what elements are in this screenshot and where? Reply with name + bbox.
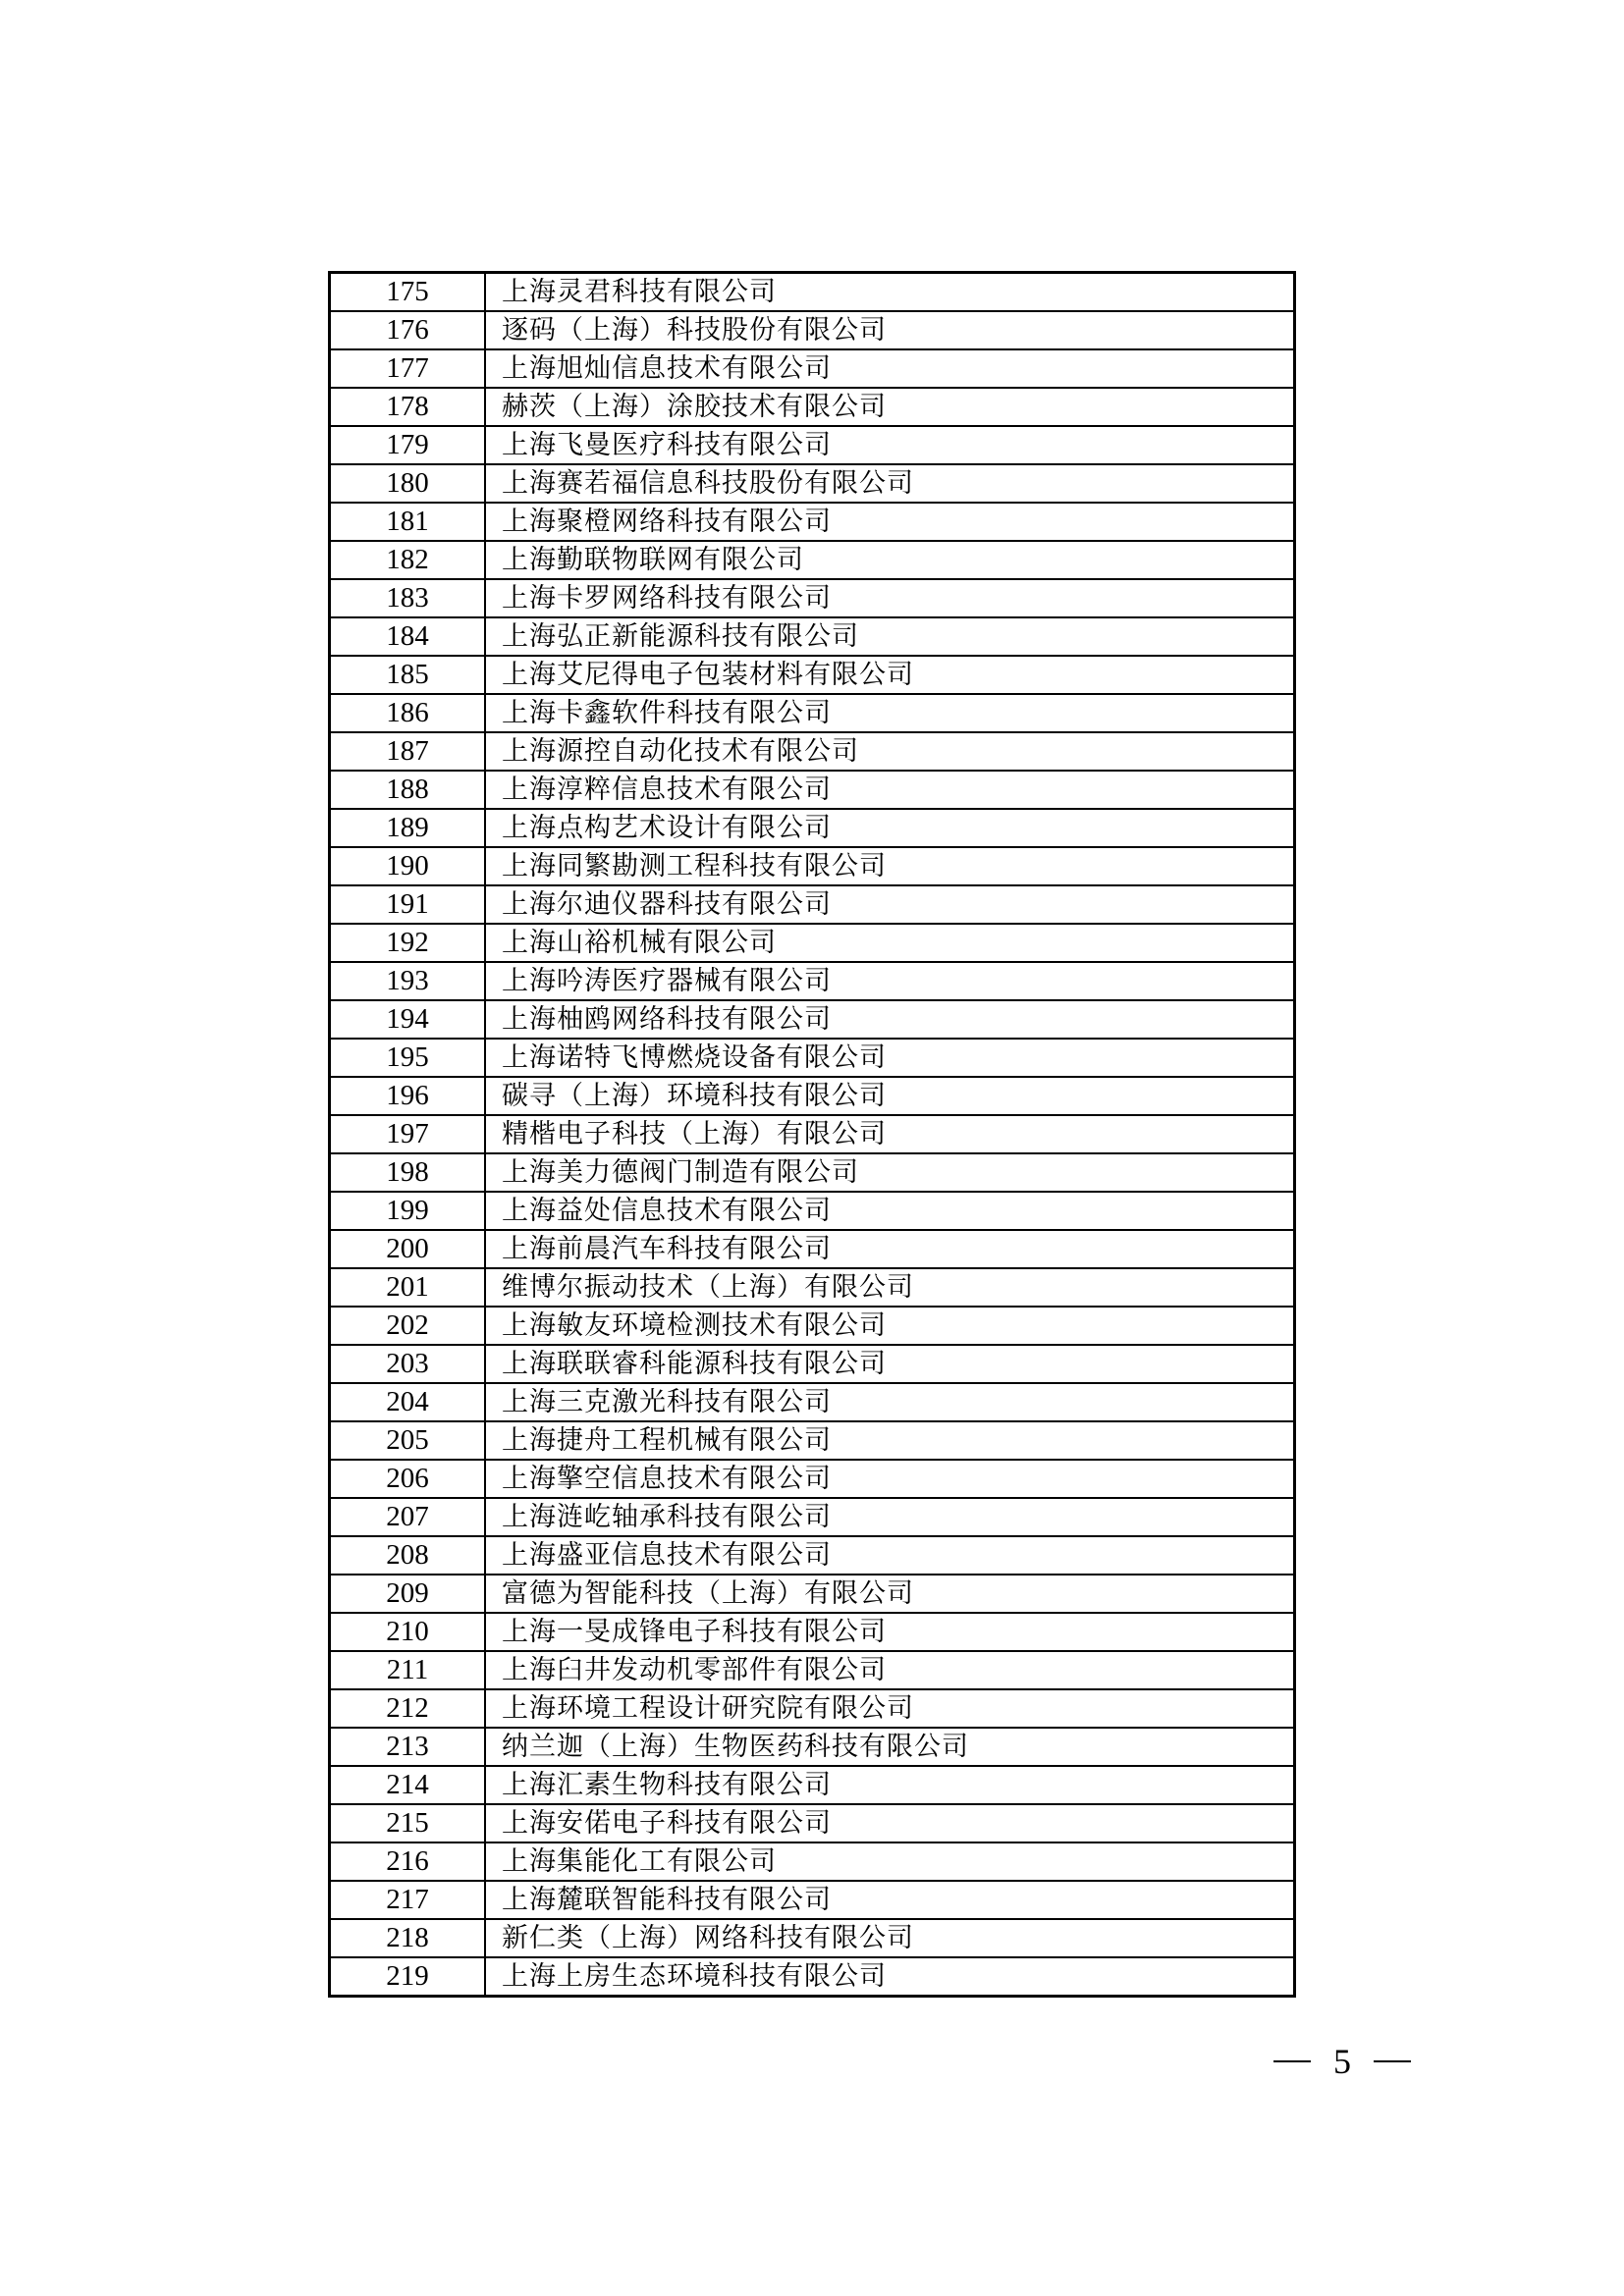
- table-row: [330, 1804, 1295, 1842]
- row-number: 218: [330, 1919, 486, 1957]
- table-row: [330, 1077, 1295, 1115]
- table-row: [330, 1957, 1295, 1997]
- table-row: [330, 1421, 1295, 1460]
- company-name: 上海赛若福信息科技股份有限公司: [485, 464, 1295, 503]
- right-dash: [1374, 2060, 1411, 2062]
- row-number: 204: [330, 1383, 486, 1421]
- table-row: [330, 1153, 1295, 1192]
- table-row: [330, 311, 1295, 349]
- row-number: 219: [330, 1957, 486, 1997]
- row-number: 206: [330, 1460, 486, 1498]
- row-number: 195: [330, 1039, 486, 1077]
- company-name: 富德为智能科技（上海）有限公司: [485, 1575, 1295, 1613]
- company-name: 上海飞曼医疗科技有限公司: [485, 426, 1295, 464]
- company-name: 上海美力德阀门制造有限公司: [485, 1153, 1295, 1192]
- table-row: [330, 541, 1295, 579]
- table-row: [330, 426, 1295, 464]
- company-name: 上海吟涛医疗器械有限公司: [485, 962, 1295, 1000]
- table-row: [330, 1728, 1295, 1766]
- table-row: [330, 1230, 1295, 1268]
- table-row: [330, 885, 1295, 924]
- company-name: 上海卡鑫软件科技有限公司: [485, 694, 1295, 732]
- company-name: 赫茨（上海）涂胶技术有限公司: [485, 388, 1295, 426]
- company-name: 上海敏友环境检测技术有限公司: [485, 1307, 1295, 1345]
- company-name: 上海安偌电子科技有限公司: [485, 1804, 1295, 1842]
- table-row: [330, 617, 1295, 656]
- table-row: [330, 1651, 1295, 1689]
- row-number: 199: [330, 1192, 486, 1230]
- row-number: 193: [330, 962, 486, 1000]
- table-row: [330, 1383, 1295, 1421]
- row-number: 177: [330, 349, 486, 388]
- company-name: 上海擎空信息技术有限公司: [485, 1460, 1295, 1498]
- row-number: 189: [330, 809, 486, 847]
- company-name: 上海柚鸥网络科技有限公司: [485, 1000, 1295, 1039]
- company-name: 上海弘正新能源科技有限公司: [485, 617, 1295, 656]
- company-name: 上海聚橙网络科技有限公司: [485, 503, 1295, 541]
- company-name: 上海益处信息技术有限公司: [485, 1192, 1295, 1230]
- company-name: 上海集能化工有限公司: [485, 1842, 1295, 1881]
- row-number: 198: [330, 1153, 486, 1192]
- row-number: 213: [330, 1728, 486, 1766]
- table-row: [330, 656, 1295, 694]
- row-number: 188: [330, 771, 486, 809]
- company-name: 上海尔迪仪器科技有限公司: [485, 885, 1295, 924]
- table-row: [330, 464, 1295, 503]
- row-number: 211: [330, 1651, 486, 1689]
- table-row: [330, 349, 1295, 388]
- row-number: 200: [330, 1230, 486, 1268]
- table-row: [330, 503, 1295, 541]
- company-name: 上海联联睿科能源科技有限公司: [485, 1345, 1295, 1383]
- table-row: [330, 1536, 1295, 1575]
- row-number: 214: [330, 1766, 486, 1804]
- company-name: 上海源控自动化技术有限公司: [485, 732, 1295, 771]
- row-number: 197: [330, 1115, 486, 1153]
- table-row: [330, 1345, 1295, 1383]
- table-row: [330, 1919, 1295, 1957]
- row-number: 196: [330, 1077, 486, 1115]
- row-number: 205: [330, 1421, 486, 1460]
- table-row: [330, 1498, 1295, 1536]
- table-row: [330, 1766, 1295, 1804]
- table-row: [330, 273, 1295, 312]
- company-name: 逐码（上海）科技股份有限公司: [485, 311, 1295, 349]
- row-number: 216: [330, 1842, 486, 1881]
- company-name: 上海点构艺术设计有限公司: [485, 809, 1295, 847]
- table-body: [330, 273, 1295, 1997]
- table-row: [330, 1268, 1295, 1307]
- table-row: [330, 1307, 1295, 1345]
- table-row: [330, 579, 1295, 617]
- company-list-table: [328, 271, 1296, 1998]
- table-row: [330, 924, 1295, 962]
- row-number: 180: [330, 464, 486, 503]
- row-number: 191: [330, 885, 486, 924]
- row-number: 202: [330, 1307, 486, 1345]
- row-number: 190: [330, 847, 486, 885]
- row-number: 215: [330, 1804, 486, 1842]
- table-row: [330, 1689, 1295, 1728]
- page-number-value: 5: [1333, 2042, 1351, 2081]
- company-name: 上海山裕机械有限公司: [485, 924, 1295, 962]
- row-number: 184: [330, 617, 486, 656]
- table-row: [330, 732, 1295, 771]
- page-number: [1273, 2042, 1411, 2081]
- row-number: 185: [330, 656, 486, 694]
- row-number: 175: [330, 273, 486, 312]
- row-number: 176: [330, 311, 486, 349]
- table-row: [330, 1192, 1295, 1230]
- company-name: 上海灵君科技有限公司: [485, 273, 1295, 312]
- row-number: 203: [330, 1345, 486, 1383]
- company-name: 上海盛亚信息技术有限公司: [485, 1536, 1295, 1575]
- row-number: 207: [330, 1498, 486, 1536]
- row-number: 210: [330, 1613, 486, 1651]
- company-name: 维博尔振动技术（上海）有限公司: [485, 1268, 1295, 1307]
- company-name: 碳寻（上海）环境科技有限公司: [485, 1077, 1295, 1115]
- company-name: 纳兰迦（上海）生物医药科技有限公司: [485, 1728, 1295, 1766]
- table-row: [330, 388, 1295, 426]
- company-name: 上海环境工程设计研究院有限公司: [485, 1689, 1295, 1728]
- company-name: 上海淳粹信息技术有限公司: [485, 771, 1295, 809]
- table-row: [330, 962, 1295, 1000]
- company-name: 上海一旻成锋电子科技有限公司: [485, 1613, 1295, 1651]
- table-row: [330, 1460, 1295, 1498]
- left-dash: [1273, 2060, 1311, 2062]
- table-row: [330, 1575, 1295, 1613]
- company-name: 上海艾尼得电子包装材料有限公司: [485, 656, 1295, 694]
- table-row: [330, 847, 1295, 885]
- table-row: [330, 1000, 1295, 1039]
- row-number: 208: [330, 1536, 486, 1575]
- row-number: 183: [330, 579, 486, 617]
- table-row: [330, 809, 1295, 847]
- company-name: 上海三克激光科技有限公司: [485, 1383, 1295, 1421]
- row-number: 201: [330, 1268, 486, 1307]
- company-name: 上海诺特飞博燃烧设备有限公司: [485, 1039, 1295, 1077]
- table-row: [330, 1881, 1295, 1919]
- table-row: [330, 1115, 1295, 1153]
- company-name: 上海同繁勘测工程科技有限公司: [485, 847, 1295, 885]
- table-row: [330, 694, 1295, 732]
- row-number: 212: [330, 1689, 486, 1728]
- row-number: 181: [330, 503, 486, 541]
- row-number: 209: [330, 1575, 486, 1613]
- company-name: 上海上房生态环境科技有限公司: [485, 1957, 1295, 1997]
- table-row: [330, 1613, 1295, 1651]
- row-number: 192: [330, 924, 486, 962]
- company-name: 上海涟屹轴承科技有限公司: [485, 1498, 1295, 1536]
- company-name: 上海卡罗网络科技有限公司: [485, 579, 1295, 617]
- company-name: 精楷电子科技（上海）有限公司: [485, 1115, 1295, 1153]
- row-number: 187: [330, 732, 486, 771]
- table-row: [330, 1842, 1295, 1881]
- company-name: 上海勤联物联网有限公司: [485, 541, 1295, 579]
- company-name: 新仁类（上海）网络科技有限公司: [485, 1919, 1295, 1957]
- company-name: 上海汇素生物科技有限公司: [485, 1766, 1295, 1804]
- row-number: 182: [330, 541, 486, 579]
- row-number: 179: [330, 426, 486, 464]
- row-number: 178: [330, 388, 486, 426]
- row-number: 217: [330, 1881, 486, 1919]
- row-number: 186: [330, 694, 486, 732]
- row-number: 194: [330, 1000, 486, 1039]
- table-row: [330, 771, 1295, 809]
- table-row: [330, 1039, 1295, 1077]
- company-name: 上海臼井发动机零部件有限公司: [485, 1651, 1295, 1689]
- company-name: 上海前晨汽车科技有限公司: [485, 1230, 1295, 1268]
- company-name: 上海麓联智能科技有限公司: [485, 1881, 1295, 1919]
- company-name: 上海旭灿信息技术有限公司: [485, 349, 1295, 388]
- company-name: 上海捷舟工程机械有限公司: [485, 1421, 1295, 1460]
